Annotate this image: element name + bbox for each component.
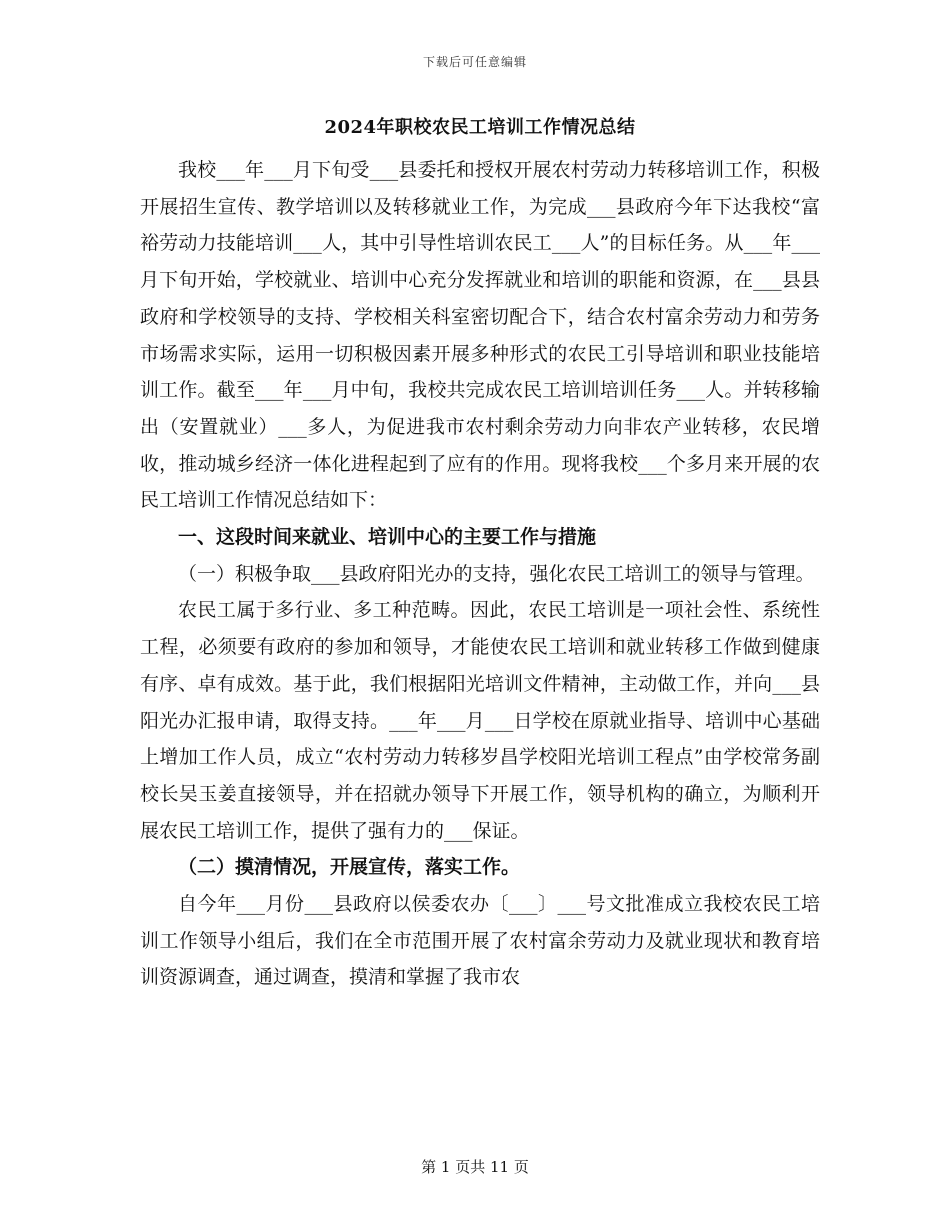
intro-paragraph: 我校___年___月下旬受___县委托和授权开展农村劳动力转移培训工作，积极开展招生宣传、教学培训以及转移就业工作，为完成___县政府今年下达我校“富裕劳动力技能培训___人，其中引导性培训农民工___人”的目标任务。从___年___月下旬开始，学校就业、培训中心充分发挥就业和培训的职能和资源，在___县县政府和学校领导的支持、学校相关科室密切配合下，结合农村富余劳动力和劳务市场需求实际，运用一切积极因素开展多种形式的农民工引导培训和职业技能培训工作。截至___年___月中旬，我校共完成农民工培训培训任务___人。并转移输出（安置就业）___多人，为促进我市农村剩余劳动力向非农产业转移，农民增收，推动城乡经济一体化进程起到了应有的作用。现将我校___个多月来开展的农民工培训工作情况总结如下： <box>140 159 820 512</box>
subsection-heading-2: （二）摸清情况，开展宣传，落实工作。 <box>178 856 521 879</box>
subsection-body-2: 自今年___月份___县政府以侯委农办〔___〕___号文批准成立我校农民工培训工作领导小组后，我们在全市范围开展了农村富余劳动力及就业现状和教育培训资源调查，通过调查，摸清和掌握了我市农 <box>140 893 820 989</box>
header-note: 下载后可任意编辑 <box>422 55 527 69</box>
document-title: 2024年职校农民工培训工作情况总结 <box>324 117 636 138</box>
document-body <box>140 114 820 996</box>
section-heading-1: 一、这段时间来就业、培训中心的主要工作与措施 <box>178 526 597 549</box>
subsection-body-1: 农民工属于多行业、多工种范畴。因此，农民工培训是一项社会性、系统性工程，必须要有政府的参加和领导，才能使农民工培训和就业转移工作做到健康有序、卓有成效。基于此，我们根据阳光培训文件精神，主动做工作，并向___县阳光办汇报申请，取得支持。___年___月___日学校在原就业指导、培训中心基础上增加工作人员，成立“农村劳动力转移岁昌学校阳光培训工程点”由学校常务副校长吴玉姜直接领导，并在招就办领导下开展工作，领导机构的确立，为顺利开展农民工培训工作，提供了强有力的___保证。 <box>140 599 820 842</box>
page-number: 第 1 页共 11 页 <box>421 1158 529 1176</box>
subsection-heading-1: （一）积极争取___县政府阳光办的支持，强化农民工培训工的领导与管理。 <box>178 562 815 585</box>
